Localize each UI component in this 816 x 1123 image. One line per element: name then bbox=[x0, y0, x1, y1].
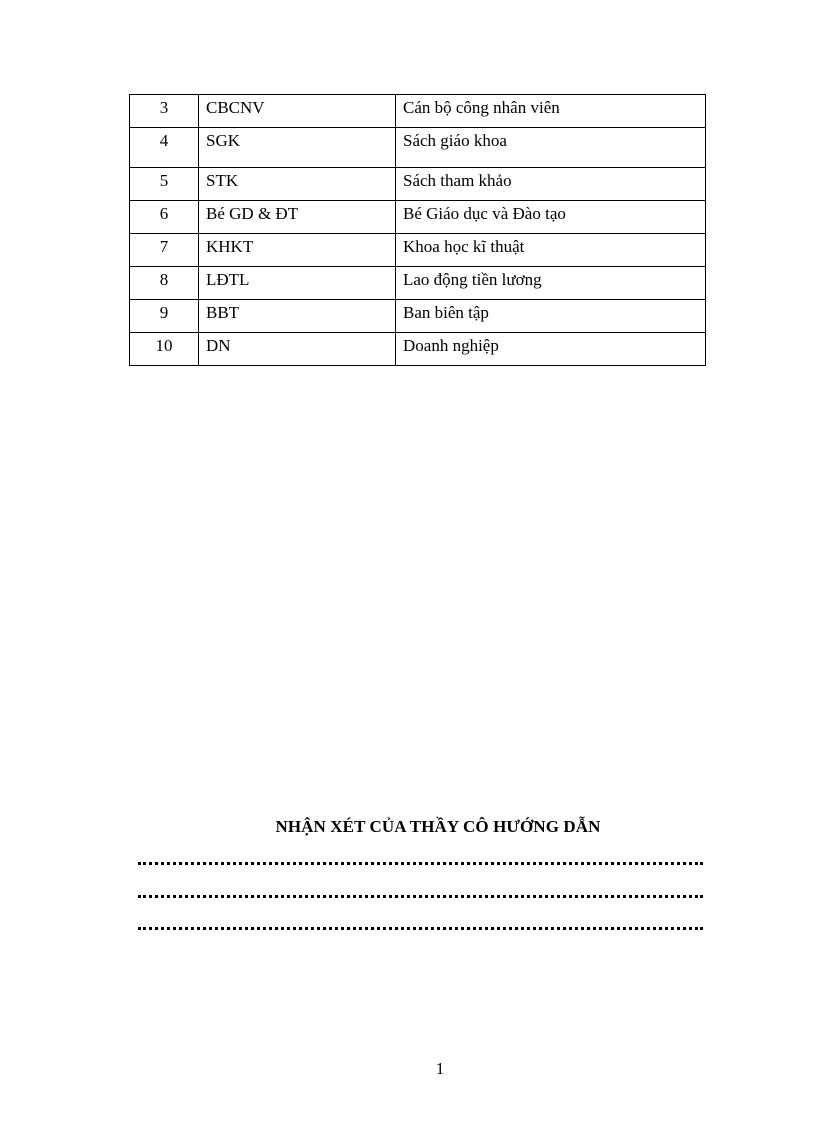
abbreviation-table bbox=[129, 94, 706, 366]
row-number: 3 bbox=[130, 95, 199, 128]
table-row bbox=[130, 168, 706, 201]
full-term: Khoa học kĩ thuật bbox=[396, 234, 706, 267]
full-term: Cán bộ công nhân viên bbox=[396, 95, 706, 128]
table-row bbox=[130, 300, 706, 333]
full-term: Sách giáo khoa bbox=[396, 128, 706, 168]
abbreviation: STK bbox=[199, 168, 396, 201]
abbreviation: DN bbox=[199, 333, 396, 366]
table-row bbox=[130, 95, 706, 128]
row-number: 8 bbox=[130, 267, 199, 300]
full-term: Ban biên tập bbox=[396, 300, 706, 333]
row-number: 5 bbox=[130, 168, 199, 201]
full-term: Lao động tiền lương bbox=[396, 267, 706, 300]
full-term: Bé Giáo dục và Đào tạo bbox=[396, 201, 706, 234]
comment-section-title: NHẬN XÉT CỦA THẦY CÔ HƯỚNG DẪN bbox=[275, 817, 601, 836]
dotted-answer-line bbox=[138, 927, 703, 930]
row-number: 6 bbox=[130, 201, 199, 234]
abbreviation: BBT bbox=[199, 300, 396, 333]
row-number: 10 bbox=[130, 333, 199, 366]
row-number: 7 bbox=[130, 234, 199, 267]
abbreviation: LĐTL bbox=[199, 267, 396, 300]
abbreviation: Bé GD & ĐT bbox=[199, 201, 396, 234]
table-row bbox=[130, 333, 706, 366]
table-row bbox=[130, 234, 706, 267]
full-term: Doanh nghiệp bbox=[396, 333, 706, 366]
table-row bbox=[130, 267, 706, 300]
table-row bbox=[130, 201, 706, 234]
table-row bbox=[130, 128, 706, 168]
row-number: 4 bbox=[130, 128, 199, 168]
dotted-answer-line bbox=[138, 862, 703, 865]
abbreviation: CBCNV bbox=[199, 95, 396, 128]
full-term: Sách tham khảo bbox=[396, 168, 706, 201]
abbreviation: SGK bbox=[199, 128, 396, 168]
row-number: 9 bbox=[130, 300, 199, 333]
abbreviation: KHKT bbox=[199, 234, 396, 267]
dotted-answer-line bbox=[138, 895, 703, 898]
page-number: 1 bbox=[435, 1059, 445, 1078]
